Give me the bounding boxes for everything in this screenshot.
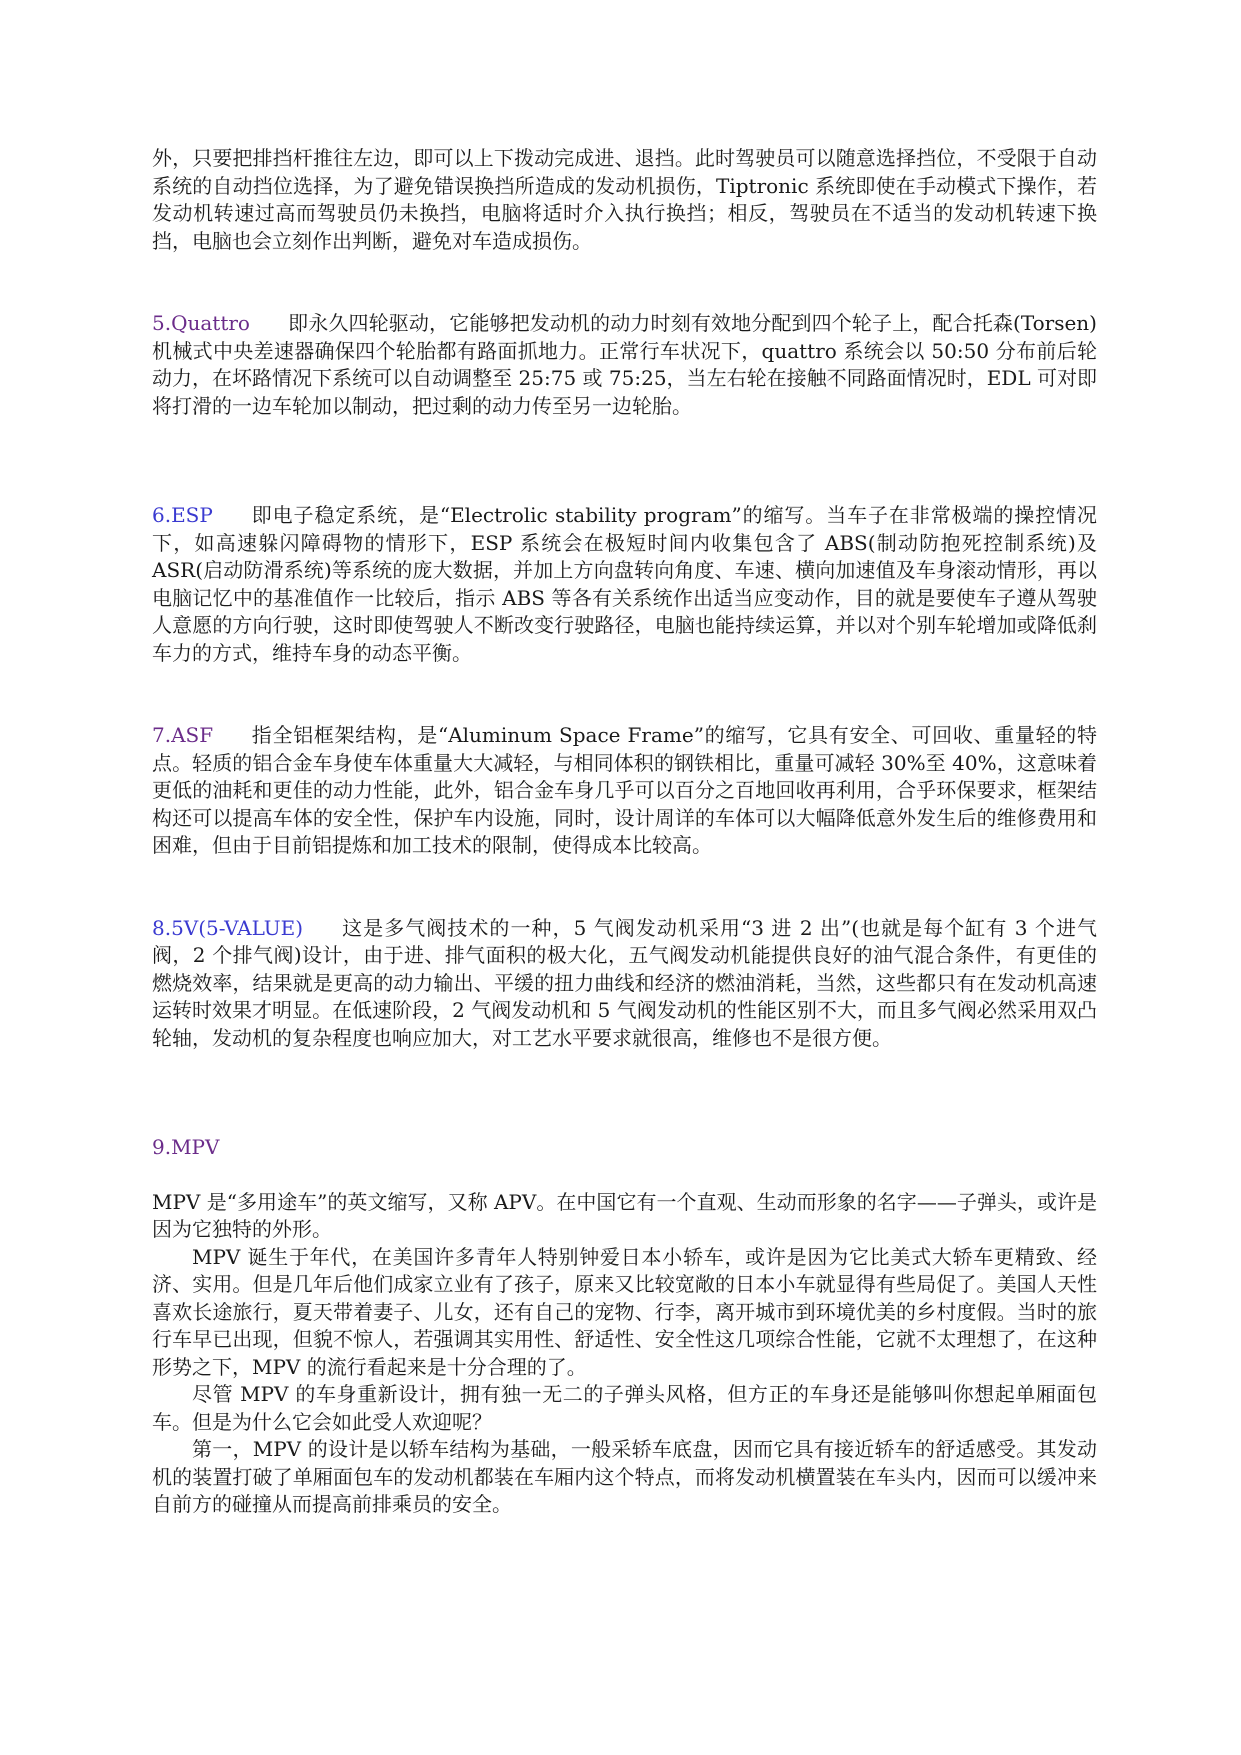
- mpv-paragraph-4: 第一，MPV 的设计是以轿车结构为基础，一般采轿车底盘，因而它具有接近轿车的舒适感受。其发动机的装置打破了单厢面包车的发动机都装在车厢内这个特点，而将发动机横置装在车头内，因而可以缓冲来自前方的碰撞从而提高前排乘员的安全。: [152, 1437, 1097, 1516]
- section-esp-text: 即电子稳定系统，是“Electrolic stability program”的缩写。当车子在非常极端的操控情况下，如高速躲闪障碍物的情形下，ESP 系统会在极短时间内收集包含了 ABS(制动防抱死控制系统)及 ASR(启动防滑系统)等系统的庞大数据，并加上方向盘转向角度、车速、横向加速值及车身滚动情形，再以电脑记忆中的基准值作一比较后，指示 ABS 等各有关系统作出适当应变动作，目的就是要使车子遵从驾驶人意愿的方向行驶，这时即使驾驶人不断改变行驶路径，电脑也能持续运算，并以对个别车轮增加或降低刹车力的方式，维持车身的动态平衡。: [152, 503, 1097, 665]
- mpv-paragraph-1: MPV 是“多用途车”的英文缩写，又称 APV。在中国它有一个直观、生动而形象的名字——子弹头，或许是因为它独特的外形。: [152, 1189, 1097, 1241]
- intro-paragraph: 外，只要把排挡杆推往左边，即可以上下拨动完成进、退挡。此时驾驶员可以随意选择挡位，不受限于自动系统的自动挡位选择，为了避免错误换挡所造成的发动机损伤，Tiptronic 系统即使在手动模式下操作，若发动机转速过高而驾驶员仍未换挡，电脑将适时介入执行换挡；相反，驾驶员在不适当的发动机转速下换挡，电脑也会立刻作出判断，避免对车造成损伤。: [152, 146, 1097, 253]
- term-esp: 6.ESP: [152, 503, 213, 527]
- section-asf: [152, 722, 1097, 860]
- spacer: [152, 667, 1097, 722]
- mpv-paragraph-3: 尽管 MPV 的车身重新设计，拥有独一无二的子弹头风格，但方正的车身还是能够叫你想起单厢面包车。但是为什么它会如此受人欢迎呢？: [152, 1382, 1097, 1434]
- section-quattro-text: 即永久四轮驱动，它能够把发动机的动力时刻有效地分配到四个轮子上，配合托森(Torsen)机械式中央差速器确保四个轮胎都有路面抓地力。正常行车状况下，quattro 系统会以 50:50 分布前后轮动力，在坏路情况下系统可以自动调整至 25:75 或 75:25，当左右轮在接触不同路面情况时，EDL 可对即将打滑的一边车轮加以制动，把过剩的动力传至另一边轮胎。: [152, 311, 1097, 418]
- mpv-paragraph-2: MPV 诞生于年代，在美国许多青年人特别钟爱日本小轿车，或许是因为它比美式大轿车更精致、经济、实用。但是几年后他们成家立业有了孩子，原来又比较宽敞的日本小车就显得有些局促了。美国人天性喜欢长途旅行，夏天带着妻子、儿女，还有自己的宠物、行李，离开城市到环境优美的乡村度假。当时的旅行车早已出现，但貌不惊人，若强调其实用性、舒适性、安全性这几项综合性能，它就不太理想了，在这种形势之下，MPV 的流行看起来是十分合理的了。: [152, 1244, 1097, 1379]
- term-5v: 8.5V(5-VALUE): [152, 915, 304, 940]
- section-esp: [152, 502, 1097, 667]
- section-5v: [152, 915, 1097, 1053]
- spacer: [152, 1052, 1097, 1134]
- section-quattro: [152, 310, 1097, 420]
- document-page: [152, 145, 1097, 1519]
- section-5v-text: 这是多气阀技术的一种，5 气阀发动机采用“3 进 2 出”(也就是每个缸有 3 个进气阀，2 个排气阀)设计，由于进、排气面积的极大化，五气阀发动机能提供良好的油气混合条件，有更佳的燃烧效率，结果就是更高的动力输出、平缓的扭力曲线和经济的燃油消耗，当然，这些都只有在发动机高速运转时效果才明显。在低速阶段，2 气阀发动机和 5 气阀发动机的性能区别不大，而且多气阀必然采用双凸轮轴，发动机的复杂程度也响应加大，对工艺水平要求就很高，维修也不是很方便。: [152, 915, 1097, 1050]
- term-asf: 7.ASF: [152, 723, 214, 747]
- mpv-heading: 9.MPV: [152, 1135, 220, 1159]
- spacer: [152, 1162, 1097, 1189]
- section-asf-text: 指全铝框架结构，是“Aluminum Space Frame”的缩写，它具有安全、可回收、重量轻的特点。轻质的铝合金车身使车体重量大大减轻，与相同体积的钢铁相比，重量可减轻 30%至 40%，这意味着更低的油耗和更佳的动力性能，此外，铝合金车身几乎可以百分之百地回收再利用，合乎环保要求，框架结构还可以提高车体的安全性，保护车内设施，同时，设计周详的车体可以大幅降低意外发生后的维修费用和困难，但由于目前铝提炼和加工技术的限制，使得成本比较高。: [152, 723, 1097, 857]
- spacer: [152, 860, 1097, 915]
- spacer: [152, 255, 1097, 310]
- spacer: [152, 420, 1097, 502]
- term-quattro: 5.Quattro: [152, 311, 250, 335]
